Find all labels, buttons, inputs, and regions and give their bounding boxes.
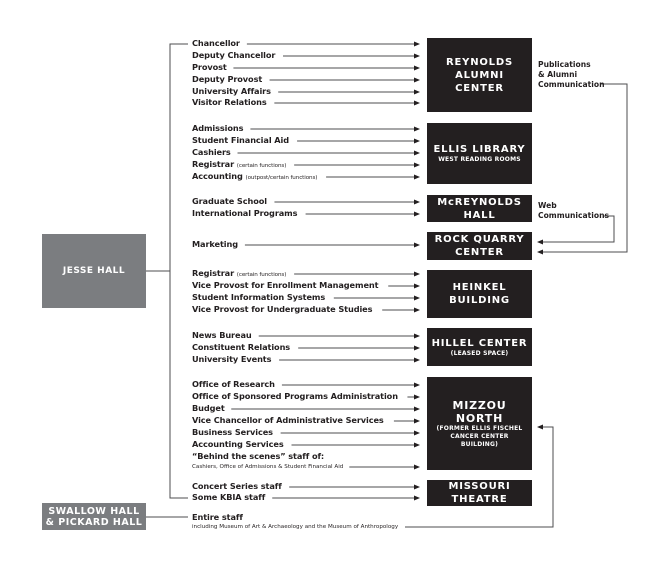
destination-name: CENTER	[455, 82, 504, 94]
destination-name: HALL	[463, 209, 496, 221]
arrow-left-icon	[537, 425, 543, 430]
arrow-right-icon	[414, 296, 420, 301]
unit-label	[192, 304, 372, 315]
arrow-right-icon	[414, 431, 420, 436]
unit-label	[192, 439, 284, 450]
unit-name: Student Financial Aid	[192, 135, 289, 145]
unit-name: University Affairs	[192, 86, 271, 96]
unit-label	[192, 415, 384, 426]
unit-name: Vice Provost for Enrollment Management	[192, 280, 379, 290]
unit-label	[192, 196, 267, 207]
unit-name: Some KBIA staff	[192, 492, 266, 502]
unit-name: International Programs	[192, 208, 298, 218]
arrow-right-icon	[414, 101, 420, 106]
destination-name: THEATRE	[451, 494, 508, 505]
unit-name: Office of Sponsored Programs Administration	[192, 391, 398, 401]
destination-subtitle: (LEASED SPACE)	[450, 349, 509, 357]
unit-label	[192, 403, 225, 414]
arrow-right-icon	[414, 127, 420, 132]
destination-name: ROCK QUARRY	[434, 234, 525, 245]
destination-name: BUILDING	[449, 295, 510, 306]
unit-name: Marketing	[192, 239, 238, 249]
destination-name: MIZZOU NORTH	[452, 398, 507, 425]
arrow-right-icon	[414, 200, 420, 205]
unit-label	[192, 74, 262, 85]
unit-label	[192, 330, 252, 341]
arrow-right-icon	[414, 151, 420, 156]
swallow-pickard-box	[42, 503, 146, 530]
arrow-right-icon	[414, 346, 420, 351]
unit-label	[192, 342, 290, 353]
destination-subtitle: WEST READING ROOMS	[438, 156, 521, 163]
unit-name: Vice Chancellor of Administrative Services	[192, 415, 384, 425]
destination-box	[427, 232, 532, 260]
swallow-hall-label: SWALLOW HALL	[48, 505, 140, 517]
pickard-hall-label: & PICKARD HALL	[45, 516, 143, 528]
unit-name: Registrar	[192, 159, 235, 169]
unit-name: Office of Research	[192, 379, 275, 389]
destination-name: HEINKEL	[452, 282, 507, 293]
unit-label	[192, 451, 324, 462]
destination-box	[427, 270, 532, 318]
arrow-right-icon	[414, 90, 420, 95]
unit-label	[192, 50, 275, 61]
arrow-right-icon	[414, 308, 420, 313]
destination-name: MISSOURI	[448, 481, 511, 492]
arrow-right-icon	[414, 54, 420, 59]
unit-name: Vice Provost for Undergraduate Studies	[192, 304, 373, 314]
unit-name: Accounting Services	[192, 439, 284, 449]
unit-name: Business Services	[192, 427, 273, 437]
arrow-right-icon	[414, 358, 420, 363]
unit-name: Visitor Relations	[192, 97, 267, 107]
destination-box	[427, 377, 532, 470]
unit-name: Student Information Systems	[192, 292, 326, 302]
arrow-right-icon	[414, 485, 420, 490]
arrow-right-icon	[414, 175, 420, 180]
web-communications-note: Web Communications	[538, 201, 610, 220]
arrow-right-icon	[414, 496, 420, 501]
destination-name: ALUMNI	[455, 69, 504, 81]
unit-label	[192, 147, 231, 158]
unit-name: Graduate School	[192, 196, 267, 206]
unit-name: Provost	[192, 62, 227, 72]
unit-label	[192, 239, 238, 250]
arrow-right-icon	[414, 407, 420, 412]
unit-label	[192, 208, 297, 219]
unit-label	[192, 97, 267, 108]
unit-label	[192, 135, 289, 146]
unit-label	[192, 354, 271, 365]
unit-label	[192, 391, 398, 402]
unit-label	[192, 280, 378, 291]
publications-note: Publications & Alumni Communication	[538, 60, 605, 89]
unit-name: Concert Series staff	[192, 481, 282, 491]
unit-name: Deputy Chancellor	[192, 50, 276, 60]
entire-staff-sub: including Museum of Art & Archaeology and the Museum of Anthropology	[192, 524, 399, 530]
arrow-right-icon	[414, 395, 420, 400]
unit-label	[192, 171, 317, 184]
arrow-right-icon	[414, 78, 420, 83]
destination-subtitle: (FORMER ELLIS FISCHEL CANCER CENTER BUILDING)	[436, 424, 523, 448]
arrow-right-icon	[414, 272, 420, 277]
jesse-hall-trunk	[170, 44, 188, 498]
unit-name: Registrar	[192, 268, 235, 278]
unit-name: University Events	[192, 354, 272, 364]
unit-label	[192, 123, 243, 134]
destination-box	[427, 123, 532, 184]
unit-name: Accounting	[192, 171, 243, 181]
arrow-right-icon	[414, 139, 420, 144]
unit-label	[192, 62, 227, 73]
arrow-right-icon	[414, 163, 420, 168]
unit-name: Chancellor	[192, 38, 240, 48]
unit-label	[192, 379, 275, 390]
arrow-right-icon	[414, 66, 420, 71]
unit-name: Cashiers	[192, 147, 231, 157]
destination-name: CENTER	[455, 247, 504, 258]
arrow-left-icon	[537, 240, 543, 245]
arrow-right-icon	[414, 212, 420, 217]
unit-note: (certain functions)	[236, 272, 287, 278]
arrow-right-icon	[414, 243, 420, 248]
arrow-left-icon	[537, 250, 543, 255]
unit-label	[192, 492, 265, 503]
unit-label	[192, 86, 271, 97]
unit-name: Admissions	[192, 123, 244, 133]
unit-note: (certain functions)	[236, 163, 287, 169]
destination-name: McREYNOLDS	[437, 196, 522, 208]
unit-label	[192, 427, 273, 438]
unit-name: “Behind the scenes” staff of:	[192, 451, 325, 461]
destination-name: REYNOLDS	[446, 56, 513, 68]
destination-box	[427, 38, 532, 112]
destination-box	[427, 480, 532, 506]
unit-name: Budget	[192, 403, 225, 413]
unit-name: Constituent Relations	[192, 342, 291, 352]
jesse-hall-box	[42, 234, 146, 308]
arrow-right-icon	[414, 465, 420, 470]
arrow-right-icon	[414, 443, 420, 448]
behind-scenes-footnote: Cashiers, Office of Admissions & Student Financial Aid	[192, 464, 344, 470]
destination-box	[427, 328, 532, 366]
arrow-right-icon	[414, 334, 420, 339]
unit-label	[192, 292, 325, 303]
destination-name: ELLIS LIBRARY	[433, 144, 526, 155]
entire-staff-label: Entire staff	[192, 512, 243, 522]
arrow-right-icon	[414, 284, 420, 289]
unit-label	[192, 481, 282, 492]
destination-box	[427, 195, 532, 222]
arrow-right-icon	[414, 419, 420, 424]
destination-name: HILLEL CENTER	[431, 337, 528, 349]
unit-name: News Bureau	[192, 330, 252, 340]
unit-note: (outpost/certain functions)	[245, 175, 318, 181]
jesse-hall-label: JESSE HALL	[62, 265, 126, 276]
unit-label	[192, 38, 240, 49]
arrow-right-icon	[414, 42, 420, 47]
arrow-right-icon	[414, 383, 420, 388]
unit-name: Deputy Provost	[192, 74, 263, 84]
